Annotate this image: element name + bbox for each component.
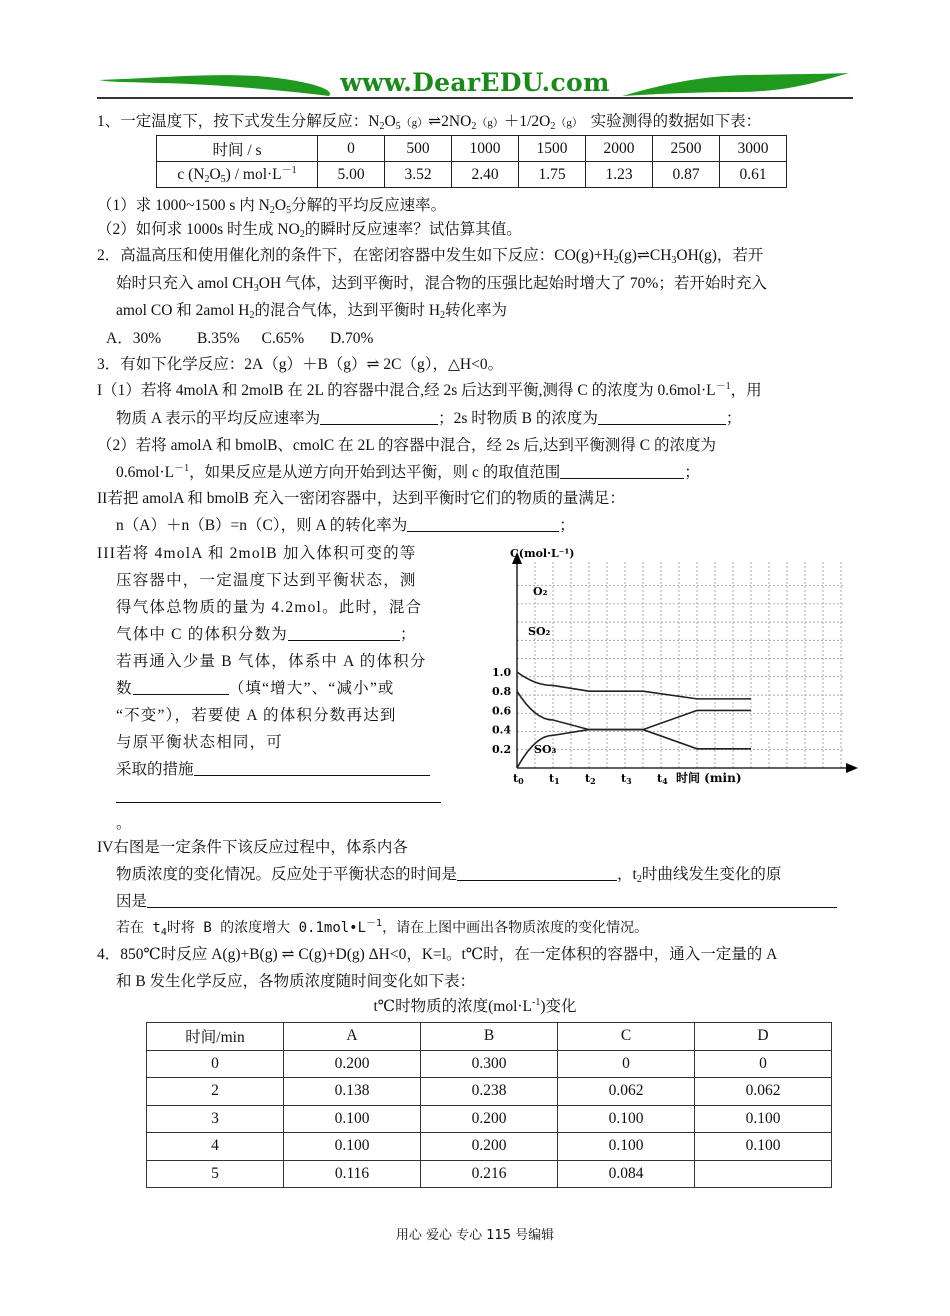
table-cell: 1000 bbox=[452, 136, 519, 162]
table-cell: 500 bbox=[385, 136, 452, 162]
q2-options bbox=[106, 328, 373, 350]
q3-iii-line: 数 （填“增大”、“减小”或 bbox=[116, 680, 395, 697]
table-header-cell: C bbox=[558, 1023, 695, 1051]
q2-line1: 2．高温高压和使用催化剂的条件下，在密闭容器中发生如下反应：$CO(g)+H_2(g)\rightleftharpoons CH_3OH(g)$，若开 bbox=[97, 247, 764, 266]
answer-blank[interactable] bbox=[288, 624, 400, 641]
q1-sub2: （2）如何求 1000s 时生成 $NO_2$的瞬时反应速率？试估算其值。 bbox=[97, 221, 522, 240]
site-banner bbox=[97, 68, 853, 98]
answer-blank[interactable] bbox=[560, 462, 684, 479]
table-cell: 4 bbox=[147, 1133, 284, 1161]
x-tick-label: t2 bbox=[585, 772, 596, 786]
table-row bbox=[147, 1105, 832, 1133]
table-cell: 0.238 bbox=[421, 1078, 558, 1106]
series-label-o2: O₂ bbox=[533, 585, 548, 598]
q3-iii-line bbox=[116, 786, 441, 808]
q3-iv-line3: 因是 bbox=[116, 891, 837, 913]
table-cell: 0.300 bbox=[421, 1050, 558, 1078]
table-row bbox=[147, 1133, 832, 1161]
y-tick-label: 0.4 bbox=[492, 723, 512, 737]
q3-iii-line: III若将 4molA 和 2molB 加入体积可变的等 bbox=[97, 545, 417, 562]
q3-iii-line: 。 bbox=[116, 815, 132, 832]
y-axis-label: C(mol·L⁻¹) bbox=[510, 547, 575, 560]
answer-blank[interactable] bbox=[147, 891, 837, 908]
table-cell: 0.200 bbox=[421, 1105, 558, 1133]
table-row bbox=[157, 136, 787, 162]
y-tick-label: 0.6 bbox=[492, 704, 512, 718]
q3-iii-line: 得气体总物质的量为 4.2mol。此时，混合 bbox=[116, 599, 423, 616]
q3-i2-line1: （2）若将 amolA 和 bmolB、cmolC 在 2L 的容器中混合，经 2s 后,达到平衡测得 C 的浓度为 bbox=[97, 437, 717, 454]
answer-blank[interactable] bbox=[598, 408, 726, 425]
table-header-cell: c $(N_2O_5) / mol\cdot L^{-1}$ bbox=[157, 162, 318, 188]
table-cell: 0 bbox=[318, 136, 385, 162]
table-header-cell: D bbox=[695, 1023, 832, 1051]
table-cell: 0.216 bbox=[421, 1160, 558, 1188]
concentration-chart bbox=[488, 540, 868, 790]
table-cell: 3000 bbox=[720, 136, 787, 162]
series-label-so2: SO₂ bbox=[528, 625, 551, 638]
q1-intro: 1、一定温度下，按下式发生分解反应：$N_2O_5(g)\rightleftharpoons 2NO_2(g)+1/2O_2(g)$ 实验测得的数据如下表： bbox=[97, 113, 762, 132]
q1-sub1: （1）求 1000~1500 s 内 $N_2O_5$分解的平均反应速率。 bbox=[97, 197, 447, 216]
table-row bbox=[157, 162, 787, 188]
q3-ii-line2: n（A）＋n（B）=n（C），则 A 的转化率为 ； bbox=[116, 517, 575, 534]
x-tick-label: t1 bbox=[549, 772, 560, 786]
answer-blank[interactable] bbox=[116, 786, 441, 803]
q3-i1-line1: I（1）若将 4molA 和 2molB 在 2L 的容器中混合,经 2s 后达到平衡,测得 C 的浓度为 $0.6mol\cdot L^{-1}$，用 bbox=[97, 381, 762, 399]
table-header-row bbox=[147, 1023, 832, 1051]
answer-blank[interactable] bbox=[407, 515, 559, 532]
table-cell: 2.40 bbox=[452, 162, 519, 188]
table-cell: 0.100 bbox=[284, 1133, 421, 1161]
q3-iv-line2: 物质浓度的变化情况。反应处于平衡状态的时间是 ，$t_2$时曲线发生变化的原 bbox=[116, 866, 782, 885]
q3-i1-line2: 物质 A 表示的平均反应速率为 ；2s 时物质 B 的浓度为 ； bbox=[116, 410, 742, 427]
table-row bbox=[147, 1050, 832, 1078]
q3-iii-line: “不变”），若要使 A 的体积分数再达到 bbox=[116, 707, 397, 724]
header-divider bbox=[97, 97, 853, 99]
table-cell: 1.75 bbox=[519, 162, 586, 188]
table-cell: 5 bbox=[147, 1160, 284, 1188]
table-cell: 3.52 bbox=[385, 162, 452, 188]
x-tick-label: t3 bbox=[621, 772, 632, 786]
option-c: C.65% bbox=[261, 330, 305, 347]
q3-iii-line: 与原平衡状态相同，可 bbox=[116, 734, 284, 751]
answer-blank[interactable] bbox=[194, 759, 430, 776]
answer-blank[interactable] bbox=[133, 678, 229, 695]
x-axis-label: 时间 (min) bbox=[676, 771, 742, 785]
series-line-so2 bbox=[517, 691, 751, 749]
answer-blank[interactable] bbox=[457, 864, 617, 881]
table-cell: 2 bbox=[147, 1078, 284, 1106]
q3-iii-line: 采取的措施 bbox=[116, 759, 430, 781]
q2-line2: 始时只充入 amol $CH_3OH$ 气体，达到平衡时，混合物的压强比起始时增大了 70%；若开始时充入 bbox=[116, 275, 767, 294]
series-line-so3 bbox=[517, 710, 751, 768]
q4-line1: 4．850℃时反应 A(g)+B(g) ⇌ C(g)+D(g) ΔH<0，K=l。t℃时，在一定体积的容器中，通入一定量的 A bbox=[97, 946, 778, 963]
table-cell: 0.100 bbox=[284, 1105, 421, 1133]
table-cell: 0.200 bbox=[421, 1133, 558, 1161]
table-cell: 5.00 bbox=[318, 162, 385, 188]
table-cell: 0.87 bbox=[653, 162, 720, 188]
table-cell: 0 bbox=[695, 1050, 832, 1078]
table-cell: 0.084 bbox=[558, 1160, 695, 1188]
table-cell: 0 bbox=[558, 1050, 695, 1078]
q3-iii-line: 若再通入少量 B 气体，体系中 A 的体积分 bbox=[116, 653, 427, 670]
table-cell: 3 bbox=[147, 1105, 284, 1133]
site-url: www.DearEDU.com bbox=[340, 68, 610, 97]
q4-table-caption: t℃时物质的浓度$(mol\cdot L^{-1})$变化 bbox=[373, 997, 577, 1015]
table-cell: 0.100 bbox=[695, 1133, 832, 1161]
y-tick-label: 0.8 bbox=[492, 685, 512, 699]
y-tick-label: 1.0 bbox=[492, 666, 512, 679]
q4-line2: 和 B 发生化学反应，各物质浓度随时间变化如下表： bbox=[116, 973, 476, 990]
x-tick-label: t4 bbox=[657, 772, 668, 786]
table-cell: 0.200 bbox=[284, 1050, 421, 1078]
q1-data-table bbox=[156, 135, 787, 188]
table-row bbox=[147, 1160, 832, 1188]
q3-iv-line4: 若在 $t_4$时将 B 的浓度增大 $0.1mol•L^{-1}$，请在上图中画出各物质浓度的变化情况。 bbox=[116, 918, 649, 938]
q3-i2-line2: $0.6mol\cdot L^{-1}$，如果反应是从逆方向开始到达平衡，则 c 的取值范围 ； bbox=[116, 463, 700, 481]
q2-line3: amol CO 和 2amol $H_2$的混合气体，达到平衡时 $H_2$转化率为 bbox=[116, 302, 508, 321]
table-header-cell: A bbox=[284, 1023, 421, 1051]
y-tick-label: 0.2 bbox=[492, 742, 512, 756]
table-header-cell: B bbox=[421, 1023, 558, 1051]
table-cell: 2500 bbox=[653, 136, 720, 162]
table-cell: 0 bbox=[147, 1050, 284, 1078]
table-cell: 1.23 bbox=[586, 162, 653, 188]
table-cell: 0.100 bbox=[558, 1105, 695, 1133]
q3-header: 3．有如下化学反应：2A（g）＋B（g）⇌ 2C（g），△H<0。 bbox=[97, 356, 504, 373]
q3-iii-line: 压容器中，一定温度下达到平衡状态，测 bbox=[116, 572, 417, 589]
table-cell: 0.138 bbox=[284, 1078, 421, 1106]
table-cell: 1500 bbox=[519, 136, 586, 162]
table-cell: 2000 bbox=[586, 136, 653, 162]
table-cell: 0.100 bbox=[558, 1133, 695, 1161]
x-axis-arrow-icon bbox=[846, 763, 858, 773]
table-cell: 0.61 bbox=[720, 162, 787, 188]
option-d: D.70% bbox=[329, 330, 374, 347]
q3-iv-line1: IV右图是一定条件下该反应过程中，体系内各 bbox=[97, 839, 408, 856]
table-cell: 0.062 bbox=[695, 1078, 832, 1106]
q3-ii-line1: II若把 amolA 和 bmolB 充入一密闭容器中，达到平衡时它们的物质的量满足： bbox=[97, 490, 625, 507]
table-cell: 0.100 bbox=[695, 1105, 832, 1133]
page-footer: 用心 爱心 专心 115 号编辑 bbox=[395, 1228, 555, 1243]
q4-data-table bbox=[146, 1022, 832, 1188]
q3-iii-line: 气体中 C 的体积分数为 ； bbox=[116, 626, 417, 643]
x-tick-label: t0 bbox=[513, 772, 524, 786]
series-label-so3: SO₃ bbox=[534, 743, 557, 756]
table-header-cell: 时间 / s bbox=[157, 136, 318, 162]
table-cell: 0.062 bbox=[558, 1078, 695, 1106]
option-b: B.35% bbox=[196, 330, 240, 347]
table-cell: 0.116 bbox=[284, 1160, 421, 1188]
table-cell bbox=[695, 1160, 832, 1188]
answer-blank[interactable] bbox=[320, 408, 438, 425]
option-a: A．30% bbox=[106, 330, 162, 347]
table-row bbox=[147, 1078, 832, 1106]
table-header-cell: 时间/min bbox=[147, 1023, 284, 1051]
